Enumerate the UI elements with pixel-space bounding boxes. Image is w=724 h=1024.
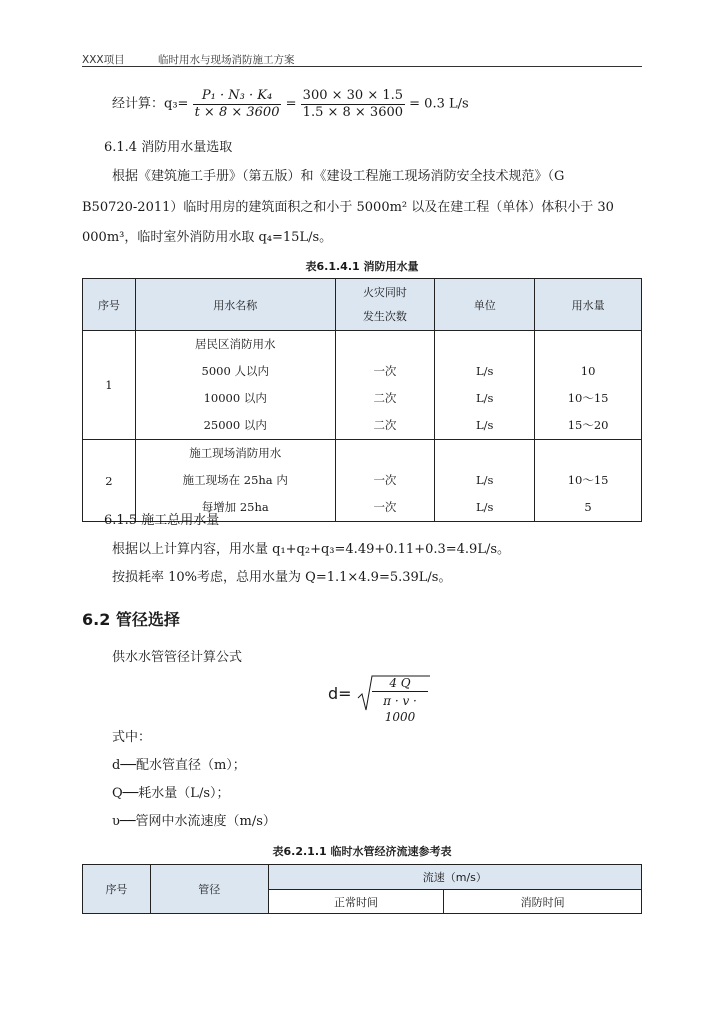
table-cell: 施工现场消防用水 [189,446,282,460]
table-cell: 每增加 25ha [201,500,269,514]
table-cell [435,331,534,358]
table1-header-amount: 用水量 [535,279,642,331]
table-cell: 一次 [373,473,397,487]
table-cell: 施工现场在 25ha 内 [182,473,288,487]
section-615-line2: 按损耗率 10%考虑，总用水量为 Q=1.1×4.9=5.39L/s。 [112,570,452,585]
table1-group1-names [135,331,335,440]
table-cell: 5000 人以内 [201,364,269,378]
table-cell: 10000 以内 [203,391,267,405]
calc-q3-formula [112,88,469,121]
section-614-para-line2: B50720-2011）临时用房的建筑面积之和小于 5000m² 以及在建工程（单体）体积小于 30 [82,200,614,215]
table2-caption: 表6.2.1.1 临时水管经济流速参考表 [272,845,452,858]
table-cell [336,440,435,467]
calc-q3-fraction-2 [301,88,405,121]
calc-q3-result: = 0.3 L/s [409,96,469,112]
table1-header-row [83,279,642,331]
section-614-para-line1: 根据《建筑施工手册》（第五版）和《建设工程施工现场消防安全技术规范》（G [112,169,565,184]
table-cell: L/s [476,418,494,432]
table2-header-row-1 [83,865,642,890]
table-cell: L/s [476,500,494,514]
formula-where: 式中： [112,730,152,745]
table1-group2-amounts [535,440,642,522]
calc-q3-eq: = [285,96,297,112]
header-project: XXX项目 [82,54,125,66]
table-cell [336,331,435,358]
table1-group2-times [335,440,435,522]
table-cell [535,331,641,358]
table2-header-pipe: 管径 [150,865,268,914]
formula-denominator: π · v · 1000 [383,694,417,724]
table-cell: L/s [476,473,494,487]
table1-group1-units [435,331,535,440]
table-cell: 15～20 [567,418,609,432]
table1-header-no: 序号 [83,279,136,331]
table2-header-normal: 正常时间 [268,890,444,914]
table-cell: 25000 以内 [203,418,267,432]
table-row [83,440,642,522]
table-cell: 10 [580,364,596,378]
section-62-title: 6.2 管径选择 [82,610,180,629]
table1-group1-amounts [535,331,642,440]
table2-header-no: 序号 [83,865,151,914]
table-cell: 一次 [373,500,397,514]
table1-header-times-line1: 火灾同时 [362,285,407,299]
header-divider [82,66,642,67]
definition-q: Q──耗水量（L/s）； [112,786,230,801]
section-615-line1: 根据以上计算内容，用水量 q₁+q₂+q₃=4.49+0.11+0.3=4.9L/s。 [112,542,511,557]
table1-group2-names [135,440,335,522]
pipe-velocity-table [82,864,642,914]
table-cell [435,440,534,467]
table2-header-fire: 消防时间 [444,890,642,914]
formula-d-lhs: d= [328,684,352,703]
table-cell: 二次 [373,391,397,405]
table1-group1-no: 1 [83,331,136,440]
table1-group2-no: 2 [83,440,136,522]
table1-group1-times [335,331,435,440]
table1-caption: 表6.1.4.1 消防用水量 [305,260,419,273]
calc-q3-frac2-den: 1.5 × 8 × 3600 [302,105,404,120]
definition-d: d──配水管直径（m）； [112,758,246,773]
table1-header-times [335,279,435,331]
section-614-title: 6.1.4 消防用水量选取 [104,140,233,155]
table2-header-speed: 流速（m/s） [268,865,641,890]
formula-numerator: 4 Q [372,675,428,692]
table-cell: 居民区消防用水 [194,337,276,351]
table-row [83,331,642,440]
calc-q3-frac1-den: t × 8 × 3600 [194,105,280,120]
table1-header-unit: 单位 [435,279,535,331]
table-cell: 一次 [373,364,397,378]
header-doc-title: 临时用水与现场消防施工方案 [158,54,295,66]
section-62-intro: 供水水管管径计算公式 [112,650,243,665]
calc-q3-frac1-num: P₁ · N₃ · K₄ [193,88,282,105]
table1-group2-units [435,440,535,522]
table-cell: 二次 [373,418,397,432]
calc-q3-fraction-1 [193,88,282,121]
table-cell: 10～15 [567,473,609,487]
table-cell: L/s [476,364,494,378]
table-cell: 5 [584,500,592,514]
table1-header-times-line2: 发生次数 [362,309,407,323]
definition-v: υ──管网中水流速度（m/s） [112,814,276,829]
calc-q3-label: 经计算：q₃= [112,96,189,112]
table1-header-name: 用水名称 [135,279,335,331]
table-cell [535,440,641,467]
section-615-title: 6.1.5 施工总用水量 [104,513,220,528]
fire-water-table [82,278,642,522]
table-cell: L/s [476,391,494,405]
section-614-para-line3: 000m³，临时室外消防用水取 q₄=15L/s。 [82,230,333,245]
calc-q3-frac2-num: 300 × 30 × 1.5 [302,88,404,103]
table-cell: 10～15 [567,391,609,405]
